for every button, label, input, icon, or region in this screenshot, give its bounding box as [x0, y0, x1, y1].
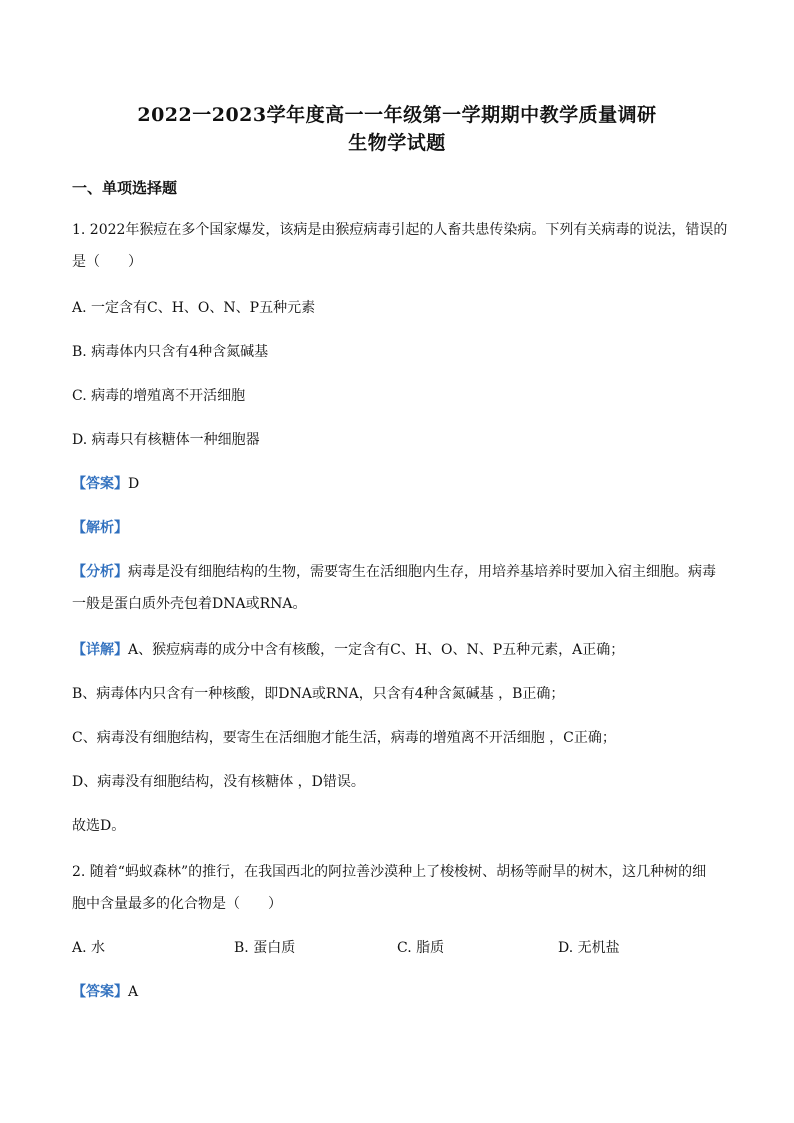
q1-detail-b: B、病毒体内只含有一种核酸，即DNA或RNA，只含有4种含氮碱基 ，B正确； [72, 686, 565, 702]
q1-answer-value: D [128, 476, 140, 492]
q1-option-d: D. 病毒只有核糖体一种细胞器 [72, 432, 260, 448]
detail-tag: 【详解】 [72, 642, 128, 658]
q1-fenxi-line1 [72, 556, 722, 588]
section-heading: 一、单项选择题 [72, 179, 178, 197]
q1-conclusion: 故选D。 [72, 818, 126, 834]
q1-stem-line1: 1. 2022年猴痘在多个国家爆发，该病是由猴痘病毒引起的人畜共患传染病。下列有关病毒的说法，错误的 [72, 222, 728, 238]
q2-stem-line2: 胞中含量最多的化合物是（ ） [72, 896, 282, 912]
q2-answer [72, 976, 722, 1008]
exam-subtitle: 生物学试题 [348, 132, 446, 154]
q2-option-a: A. 水 [72, 940, 106, 956]
analysis-tag: 【解析】 [72, 520, 128, 536]
fenxi-tag: 【分析】 [72, 564, 128, 580]
q1-fenxi-text1: 病毒是没有细胞结构的生物，需要寄生在活细胞内生存，用培养基培养时要加入宿主细胞。病毒 [128, 564, 716, 580]
q1-detail-a-text: A、猴痘病毒的成分中含有核酸，一定含有C、H、O、N、P五种元素，A正确； [128, 642, 625, 658]
q1-option-a: A. 一定含有C、H、O、N、P五种元素 [72, 300, 316, 316]
q1-option-c: C. 病毒的增殖离不开活细胞 [72, 388, 246, 404]
q1-option-b: B. 病毒体内只含有4种含氮碱基 [72, 344, 269, 360]
q2-option-b: B. 蛋白质 [234, 940, 296, 956]
q1-detail-d: D、病毒没有细胞结构，没有核糖体 ，D错误。 [72, 774, 365, 790]
answer-tag: 【答案】 [72, 984, 128, 1000]
q1-fenxi-line2: 一般是蛋白质外壳包着DNA或RNA。 [72, 596, 307, 612]
q1-detail-c: C、病毒没有细胞结构，要寄生在活细胞才能生活，病毒的增殖离不开活细胞 ，C正确； [72, 730, 616, 746]
answer-tag: 【答案】 [72, 476, 128, 492]
q1-detail-a [72, 634, 722, 666]
q2-option-d: D. 无机盐 [558, 940, 620, 956]
q1-analysis-heading [72, 512, 722, 544]
q2-option-c: C. 脂质 [397, 940, 445, 956]
q2-answer-value: A [128, 984, 139, 1000]
q1-stem-line2: 是（ ） [72, 254, 142, 270]
q1-answer [72, 468, 722, 500]
q2-stem-line1: 2. 随着“蚂蚁森林”的推行，在我国西北的阿拉善沙漠种上了梭梭树、胡杨等耐旱的树木，这几种树的细 [72, 864, 707, 880]
exam-title: 2022一2023学年度高一一年级第一学期期中教学质量调研 [137, 104, 657, 126]
